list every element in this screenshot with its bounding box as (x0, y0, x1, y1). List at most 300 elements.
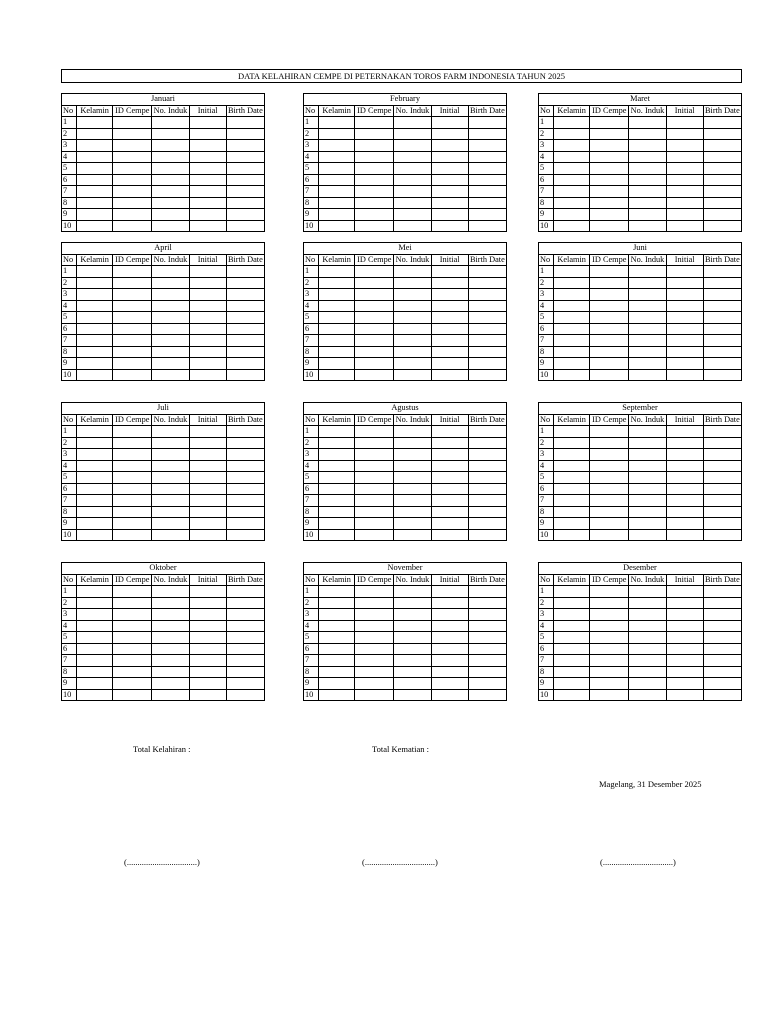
data-cell[interactable] (113, 620, 152, 632)
data-cell[interactable] (629, 346, 666, 358)
data-cell[interactable] (666, 140, 703, 152)
data-cell[interactable] (431, 483, 468, 495)
data-cell[interactable] (113, 472, 152, 484)
data-cell[interactable] (394, 277, 431, 289)
data-cell[interactable] (590, 495, 629, 507)
data-cell[interactable] (590, 197, 629, 209)
data-cell[interactable] (77, 186, 113, 198)
data-cell[interactable] (394, 323, 431, 335)
data-cell[interactable] (468, 163, 506, 175)
data-cell[interactable] (666, 655, 703, 667)
data-cell[interactable] (189, 460, 226, 472)
data-cell[interactable] (226, 151, 264, 163)
data-cell[interactable] (319, 666, 355, 678)
data-cell[interactable] (554, 632, 590, 644)
data-cell[interactable] (468, 140, 506, 152)
data-cell[interactable] (590, 220, 629, 232)
data-cell[interactable] (319, 323, 355, 335)
data-cell[interactable] (554, 358, 590, 370)
data-cell[interactable] (226, 666, 264, 678)
data-cell[interactable] (394, 335, 431, 347)
data-cell[interactable] (189, 426, 226, 438)
data-cell[interactable] (113, 426, 152, 438)
data-cell[interactable] (189, 609, 226, 621)
data-cell[interactable] (666, 346, 703, 358)
data-cell[interactable] (431, 655, 468, 667)
data-cell[interactable] (629, 449, 666, 461)
data-cell[interactable] (431, 689, 468, 701)
data-cell[interactable] (394, 460, 431, 472)
data-cell[interactable] (431, 266, 468, 278)
data-cell[interactable] (394, 495, 431, 507)
data-cell[interactable] (554, 643, 590, 655)
data-cell[interactable] (226, 197, 264, 209)
data-cell[interactable] (394, 209, 431, 221)
data-cell[interactable] (355, 312, 394, 324)
data-cell[interactable] (468, 220, 506, 232)
data-cell[interactable] (77, 346, 113, 358)
data-cell[interactable] (703, 117, 741, 129)
data-cell[interactable] (468, 186, 506, 198)
data-cell[interactable] (590, 460, 629, 472)
data-cell[interactable] (629, 620, 666, 632)
data-cell[interactable] (554, 620, 590, 632)
data-cell[interactable] (629, 643, 666, 655)
data-cell[interactable] (77, 643, 113, 655)
data-cell[interactable] (189, 277, 226, 289)
data-cell[interactable] (554, 655, 590, 667)
data-cell[interactable] (319, 197, 355, 209)
data-cell[interactable] (590, 678, 629, 690)
data-cell[interactable] (431, 609, 468, 621)
data-cell[interactable] (431, 437, 468, 449)
data-cell[interactable] (590, 506, 629, 518)
data-cell[interactable] (113, 209, 152, 221)
data-cell[interactable] (355, 597, 394, 609)
data-cell[interactable] (703, 128, 741, 140)
data-cell[interactable] (355, 151, 394, 163)
data-cell[interactable] (152, 140, 189, 152)
data-cell[interactable] (394, 609, 431, 621)
data-cell[interactable] (468, 655, 506, 667)
data-cell[interactable] (152, 289, 189, 301)
data-cell[interactable] (189, 666, 226, 678)
data-cell[interactable] (355, 335, 394, 347)
data-cell[interactable] (152, 186, 189, 198)
data-cell[interactable] (431, 186, 468, 198)
data-cell[interactable] (468, 518, 506, 530)
data-cell[interactable] (590, 186, 629, 198)
data-cell[interactable] (319, 358, 355, 370)
data-cell[interactable] (703, 358, 741, 370)
data-cell[interactable] (319, 449, 355, 461)
data-cell[interactable] (226, 312, 264, 324)
data-cell[interactable] (355, 609, 394, 621)
data-cell[interactable] (431, 586, 468, 598)
data-cell[interactable] (431, 597, 468, 609)
data-cell[interactable] (431, 197, 468, 209)
data-cell[interactable] (554, 266, 590, 278)
data-cell[interactable] (394, 151, 431, 163)
data-cell[interactable] (554, 472, 590, 484)
data-cell[interactable] (703, 369, 741, 381)
data-cell[interactable] (629, 472, 666, 484)
data-cell[interactable] (319, 335, 355, 347)
data-cell[interactable] (77, 312, 113, 324)
data-cell[interactable] (152, 312, 189, 324)
data-cell[interactable] (113, 597, 152, 609)
data-cell[interactable] (355, 529, 394, 541)
data-cell[interactable] (431, 643, 468, 655)
data-cell[interactable] (666, 483, 703, 495)
data-cell[interactable] (319, 289, 355, 301)
data-cell[interactable] (703, 186, 741, 198)
data-cell[interactable] (590, 483, 629, 495)
data-cell[interactable] (554, 140, 590, 152)
data-cell[interactable] (431, 426, 468, 438)
data-cell[interactable] (468, 369, 506, 381)
data-cell[interactable] (431, 518, 468, 530)
data-cell[interactable] (666, 506, 703, 518)
data-cell[interactable] (113, 609, 152, 621)
data-cell[interactable] (355, 128, 394, 140)
data-cell[interactable] (629, 323, 666, 335)
data-cell[interactable] (77, 174, 113, 186)
data-cell[interactable] (355, 643, 394, 655)
data-cell[interactable] (394, 426, 431, 438)
data-cell[interactable] (629, 186, 666, 198)
data-cell[interactable] (226, 437, 264, 449)
data-cell[interactable] (189, 678, 226, 690)
data-cell[interactable] (226, 609, 264, 621)
data-cell[interactable] (152, 437, 189, 449)
data-cell[interactable] (394, 472, 431, 484)
data-cell[interactable] (468, 609, 506, 621)
data-cell[interactable] (431, 358, 468, 370)
data-cell[interactable] (319, 186, 355, 198)
data-cell[interactable] (394, 620, 431, 632)
data-cell[interactable] (629, 140, 666, 152)
data-cell[interactable] (703, 495, 741, 507)
data-cell[interactable] (77, 655, 113, 667)
data-cell[interactable] (189, 220, 226, 232)
data-cell[interactable] (319, 483, 355, 495)
data-cell[interactable] (394, 369, 431, 381)
data-cell[interactable] (226, 346, 264, 358)
data-cell[interactable] (152, 174, 189, 186)
data-cell[interactable] (554, 609, 590, 621)
data-cell[interactable] (113, 312, 152, 324)
data-cell[interactable] (355, 586, 394, 598)
data-cell[interactable] (77, 666, 113, 678)
data-cell[interactable] (468, 128, 506, 140)
data-cell[interactable] (554, 369, 590, 381)
data-cell[interactable] (226, 426, 264, 438)
data-cell[interactable] (152, 632, 189, 644)
data-cell[interactable] (355, 186, 394, 198)
data-cell[interactable] (468, 506, 506, 518)
data-cell[interactable] (226, 689, 264, 701)
data-cell[interactable] (703, 472, 741, 484)
data-cell[interactable] (355, 300, 394, 312)
data-cell[interactable] (319, 689, 355, 701)
data-cell[interactable] (189, 151, 226, 163)
data-cell[interactable] (590, 277, 629, 289)
data-cell[interactable] (468, 689, 506, 701)
data-cell[interactable] (394, 312, 431, 324)
data-cell[interactable] (431, 678, 468, 690)
data-cell[interactable] (226, 678, 264, 690)
data-cell[interactable] (152, 220, 189, 232)
data-cell[interactable] (703, 140, 741, 152)
data-cell[interactable] (468, 151, 506, 163)
data-cell[interactable] (590, 518, 629, 530)
data-cell[interactable] (431, 460, 468, 472)
data-cell[interactable] (77, 220, 113, 232)
data-cell[interactable] (77, 277, 113, 289)
data-cell[interactable] (77, 289, 113, 301)
data-cell[interactable] (394, 117, 431, 129)
data-cell[interactable] (554, 209, 590, 221)
data-cell[interactable] (468, 323, 506, 335)
data-cell[interactable] (77, 369, 113, 381)
data-cell[interactable] (319, 643, 355, 655)
data-cell[interactable] (113, 323, 152, 335)
data-cell[interactable] (189, 174, 226, 186)
data-cell[interactable] (152, 609, 189, 621)
data-cell[interactable] (189, 518, 226, 530)
data-cell[interactable] (468, 197, 506, 209)
data-cell[interactable] (703, 632, 741, 644)
data-cell[interactable] (189, 335, 226, 347)
data-cell[interactable] (431, 151, 468, 163)
data-cell[interactable] (152, 277, 189, 289)
data-cell[interactable] (189, 186, 226, 198)
data-cell[interactable] (629, 266, 666, 278)
data-cell[interactable] (554, 174, 590, 186)
data-cell[interactable] (431, 220, 468, 232)
data-cell[interactable] (666, 460, 703, 472)
data-cell[interactable] (77, 678, 113, 690)
data-cell[interactable] (666, 643, 703, 655)
data-cell[interactable] (319, 369, 355, 381)
data-cell[interactable] (629, 335, 666, 347)
data-cell[interactable] (152, 335, 189, 347)
data-cell[interactable] (152, 426, 189, 438)
data-cell[interactable] (468, 472, 506, 484)
data-cell[interactable] (189, 643, 226, 655)
data-cell[interactable] (468, 300, 506, 312)
data-cell[interactable] (703, 289, 741, 301)
data-cell[interactable] (113, 586, 152, 598)
data-cell[interactable] (666, 277, 703, 289)
data-cell[interactable] (554, 117, 590, 129)
data-cell[interactable] (77, 426, 113, 438)
data-cell[interactable] (355, 209, 394, 221)
data-cell[interactable] (77, 689, 113, 701)
data-cell[interactable] (189, 312, 226, 324)
data-cell[interactable] (666, 266, 703, 278)
data-cell[interactable] (355, 346, 394, 358)
data-cell[interactable] (629, 495, 666, 507)
data-cell[interactable] (468, 209, 506, 221)
data-cell[interactable] (554, 220, 590, 232)
data-cell[interactable] (554, 426, 590, 438)
data-cell[interactable] (189, 140, 226, 152)
data-cell[interactable] (703, 426, 741, 438)
data-cell[interactable] (77, 620, 113, 632)
data-cell[interactable] (554, 506, 590, 518)
data-cell[interactable] (468, 449, 506, 461)
data-cell[interactable] (590, 323, 629, 335)
data-cell[interactable] (189, 529, 226, 541)
data-cell[interactable] (468, 437, 506, 449)
data-cell[interactable] (703, 506, 741, 518)
data-cell[interactable] (226, 163, 264, 175)
data-cell[interactable] (355, 197, 394, 209)
data-cell[interactable] (394, 163, 431, 175)
data-cell[interactable] (431, 335, 468, 347)
data-cell[interactable] (394, 128, 431, 140)
data-cell[interactable] (189, 495, 226, 507)
data-cell[interactable] (113, 689, 152, 701)
data-cell[interactable] (152, 369, 189, 381)
data-cell[interactable] (629, 117, 666, 129)
data-cell[interactable] (319, 620, 355, 632)
data-cell[interactable] (554, 312, 590, 324)
data-cell[interactable] (431, 506, 468, 518)
data-cell[interactable] (189, 300, 226, 312)
data-cell[interactable] (629, 358, 666, 370)
data-cell[interactable] (554, 689, 590, 701)
data-cell[interactable] (468, 678, 506, 690)
data-cell[interactable] (468, 586, 506, 598)
data-cell[interactable] (666, 151, 703, 163)
data-cell[interactable] (319, 426, 355, 438)
data-cell[interactable] (394, 197, 431, 209)
data-cell[interactable] (152, 495, 189, 507)
data-cell[interactable] (554, 518, 590, 530)
data-cell[interactable] (590, 437, 629, 449)
data-cell[interactable] (77, 529, 113, 541)
data-cell[interactable] (355, 506, 394, 518)
data-cell[interactable] (319, 529, 355, 541)
data-cell[interactable] (590, 300, 629, 312)
data-cell[interactable] (666, 632, 703, 644)
data-cell[interactable] (431, 620, 468, 632)
data-cell[interactable] (152, 197, 189, 209)
data-cell[interactable] (77, 518, 113, 530)
data-cell[interactable] (189, 620, 226, 632)
data-cell[interactable] (590, 620, 629, 632)
data-cell[interactable] (468, 529, 506, 541)
data-cell[interactable] (226, 300, 264, 312)
data-cell[interactable] (590, 128, 629, 140)
data-cell[interactable] (355, 277, 394, 289)
data-cell[interactable] (77, 449, 113, 461)
data-cell[interactable] (355, 437, 394, 449)
data-cell[interactable] (113, 369, 152, 381)
data-cell[interactable] (113, 277, 152, 289)
data-cell[interactable] (468, 620, 506, 632)
data-cell[interactable] (554, 277, 590, 289)
data-cell[interactable] (152, 597, 189, 609)
data-cell[interactable] (554, 495, 590, 507)
data-cell[interactable] (226, 586, 264, 598)
data-cell[interactable] (554, 323, 590, 335)
data-cell[interactable] (355, 666, 394, 678)
data-cell[interactable] (666, 117, 703, 129)
data-cell[interactable] (629, 163, 666, 175)
data-cell[interactable] (394, 666, 431, 678)
data-cell[interactable] (468, 358, 506, 370)
data-cell[interactable] (319, 277, 355, 289)
data-cell[interactable] (319, 312, 355, 324)
data-cell[interactable] (319, 174, 355, 186)
data-cell[interactable] (394, 437, 431, 449)
data-cell[interactable] (355, 460, 394, 472)
data-cell[interactable] (226, 518, 264, 530)
data-cell[interactable] (394, 358, 431, 370)
data-cell[interactable] (629, 277, 666, 289)
data-cell[interactable] (629, 220, 666, 232)
data-cell[interactable] (189, 358, 226, 370)
data-cell[interactable] (703, 174, 741, 186)
data-cell[interactable] (590, 266, 629, 278)
data-cell[interactable] (629, 597, 666, 609)
data-cell[interactable] (590, 586, 629, 598)
data-cell[interactable] (77, 460, 113, 472)
data-cell[interactable] (554, 197, 590, 209)
data-cell[interactable] (468, 666, 506, 678)
data-cell[interactable] (152, 666, 189, 678)
data-cell[interactable] (703, 609, 741, 621)
data-cell[interactable] (355, 655, 394, 667)
data-cell[interactable] (189, 689, 226, 701)
data-cell[interactable] (355, 289, 394, 301)
data-cell[interactable] (554, 529, 590, 541)
data-cell[interactable] (77, 437, 113, 449)
data-cell[interactable] (355, 620, 394, 632)
data-cell[interactable] (152, 358, 189, 370)
data-cell[interactable] (189, 209, 226, 221)
data-cell[interactable] (319, 597, 355, 609)
data-cell[interactable] (554, 678, 590, 690)
data-cell[interactable] (113, 643, 152, 655)
data-cell[interactable] (431, 666, 468, 678)
data-cell[interactable] (189, 597, 226, 609)
data-cell[interactable] (554, 586, 590, 598)
data-cell[interactable] (666, 197, 703, 209)
data-cell[interactable] (226, 174, 264, 186)
data-cell[interactable] (666, 369, 703, 381)
data-cell[interactable] (629, 678, 666, 690)
data-cell[interactable] (319, 678, 355, 690)
data-cell[interactable] (189, 483, 226, 495)
data-cell[interactable] (113, 632, 152, 644)
data-cell[interactable] (666, 174, 703, 186)
data-cell[interactable] (113, 197, 152, 209)
data-cell[interactable] (468, 174, 506, 186)
data-cell[interactable] (703, 620, 741, 632)
data-cell[interactable] (355, 266, 394, 278)
data-cell[interactable] (666, 666, 703, 678)
data-cell[interactable] (394, 643, 431, 655)
data-cell[interactable] (355, 483, 394, 495)
data-cell[interactable] (666, 495, 703, 507)
data-cell[interactable] (590, 358, 629, 370)
data-cell[interactable] (77, 323, 113, 335)
